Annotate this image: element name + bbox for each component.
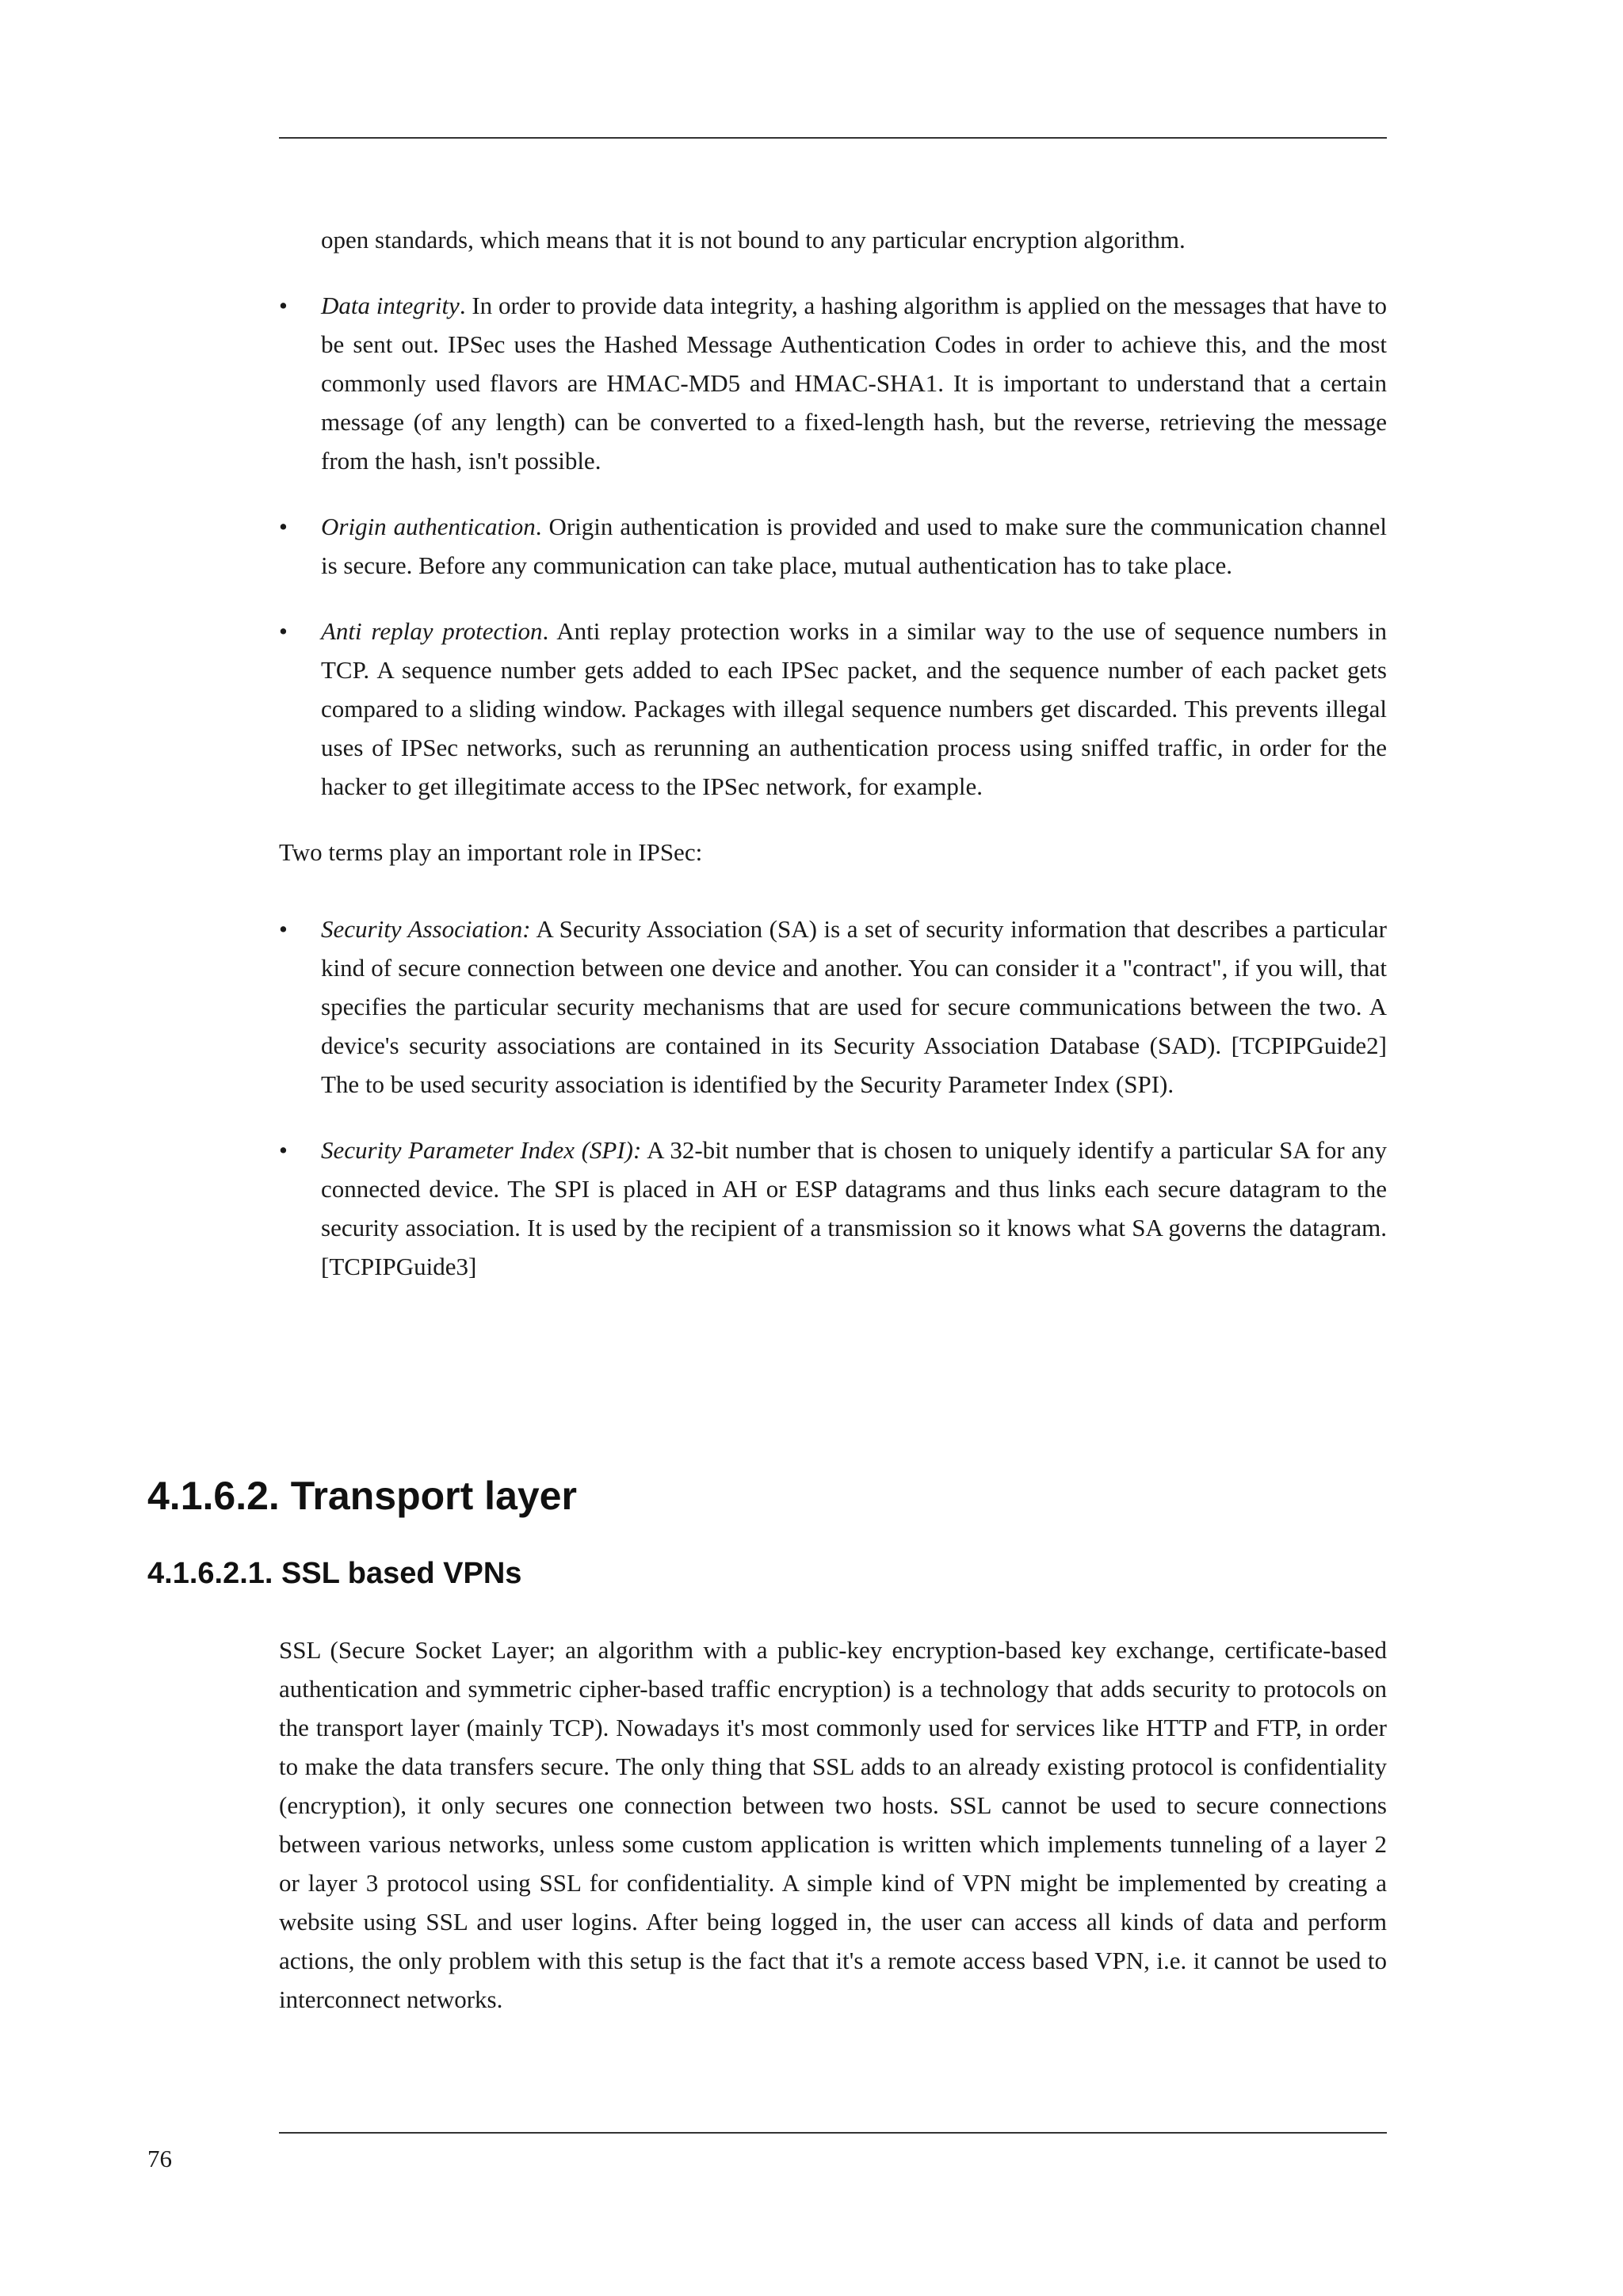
list-item: • Anti replay protection. Anti replay protection works in a similar way to the use of sequence numbers in TCP. A sequence number gets added to each IPSec packet, and the sequence number of each packet gets compared to a sliding window. Packages with illegal sequence numbers get discarded. This prevents illegal uses of IPSec networks, such as rerunning an authentication process using sniffed traffic, in order for the hacker to get illegitimate access to the IPSec network, for example.	[279, 612, 1387, 806]
body-text	[279, 220, 1387, 1286]
term-description: Origin authentication is provided and used to make sure the communication channel is secure. Before any communication can take place, mutual authentication has to take place.	[321, 513, 1388, 579]
intro-paragraph: Two terms play an important role in IPSec:	[279, 838, 703, 866]
subsection-heading-ssl: 4.1.6.2.1. SSL based VPNs	[147, 1557, 522, 1590]
section-heading-transport: 4.1.6.2. Transport layer	[147, 1474, 577, 1518]
bullet-icon: •	[279, 915, 288, 943]
bullet-icon: •	[279, 617, 288, 645]
term-label: Security Association:	[321, 915, 531, 943]
list-item	[279, 1131, 1387, 1286]
term-description: A 32-bit number that is chosen to uniquely identify a particular SA for any connected device. The SPI is placed in AH or ESP datagrams and thus links each secure datagram to the security association. It is used by the recipient of a transmission so it knows what SA governs the datagram. [TCPIPGuide3]	[321, 1136, 1388, 1280]
bullet-icon: •	[279, 292, 288, 319]
list-item	[279, 910, 1387, 1104]
page-number: 76	[147, 2145, 172, 2172]
term-label: Data integrity	[321, 292, 460, 319]
ssl-paragraph: SSL (Secure Socket Layer; an algorithm with a public-key encryption-based key exchange, certificate-based authentication and symmetric cipher-based traffic encryption) is a technology that adds security to protocols on the transport layer (mainly TCP). Nowadays it's most commonly used for services like HTTP and FTP, in order to make the data transfers secure. The only thing that SSL adds to an already existing protocol is confidentiality (encryption), it only secures one connection between two hosts. SSL cannot be used to secure connections between various networks, unless some custom application is written which implements tunneling of a layer 2 or layer 3 protocol using SSL for confidentiality. A simple kind of VPN might be implemented by creating a website using SSL and user logins. After being logged in, the user can access all kinds of data and perform actions, the only problem with this setup is the fact that it's a remote access based VPN, i.e. it cannot be used to interconnect networks.	[279, 1636, 1387, 2013]
term-label: Security Parameter Index (SPI):	[321, 1136, 642, 1164]
bullet-icon: •	[279, 1136, 288, 1164]
bullet-icon: •	[279, 513, 288, 540]
term-label: Anti replay protection	[321, 617, 543, 645]
header-rule	[279, 137, 1387, 139]
term-description: A Security Association (SA) is a set of security information that describes a particular kind of secure connection between one device and another. You can consider it a "contract", if you will, that specifies the particular security mechanisms that are used for secure communications between the two. A device's security associations are contained in its Security Association Database (SAD). [TCPIPGuide2] The to be used security association is identified by the Security Parameter Index (SPI).	[321, 915, 1387, 1098]
term-description: Anti replay protection works in a similar way to the use of sequence numbers in TCP. A sequence number gets added to each IPSec packet, and the sequence number of each packet gets compared to a sliding window. Packages with illegal sequence numbers get discarded. This prevents illegal uses of IPSec networks, such as rerunning an authentication process using sniffed traffic, in order for the hacker to get illegitimate access to the IPSec network, for example.	[321, 617, 1387, 800]
term-description: In order to provide data integrity, a hashing algorithm is applied on the messages that have to be sent out. IPSec uses the Hashed Message Authentication Codes in order to achieve this, and the most commonly used flavors are HMAC-MD5 and HMAC-SHA1. It is important to understand that a certain message (of any length) can be converted to a fixed-length hash, but the reverse, retrieving the message from the hash, isn't possible.	[321, 292, 1387, 475]
footer-rule	[279, 2132, 1387, 2134]
ipsec-terms-list	[279, 910, 1387, 1286]
ipsec-services-list	[279, 286, 1387, 806]
list-item: • Origin authentication. Origin authentication is provided and used to make sure the communication channel is secure. Before any communication can take place, mutual authentication has to take place.	[279, 507, 1387, 585]
continuation-paragraph: open standards, which means that it is not bound to any particular encryption algorithm.	[321, 226, 1186, 254]
term-label: Origin authentication	[321, 513, 536, 540]
list-item: • Data integrity. In order to provide data integrity, a hashing algorithm is applied on the messages that have to be sent out. IPSec uses the Hashed Message Authentication Codes in order to achieve this, and the most commonly used flavors are HMAC-MD5 and HMAC-SHA1. It is important to understand that a certain message (of any length) can be converted to a fixed-length hash, but the reverse, retrieving the message from the hash, isn't possible.	[279, 286, 1387, 480]
